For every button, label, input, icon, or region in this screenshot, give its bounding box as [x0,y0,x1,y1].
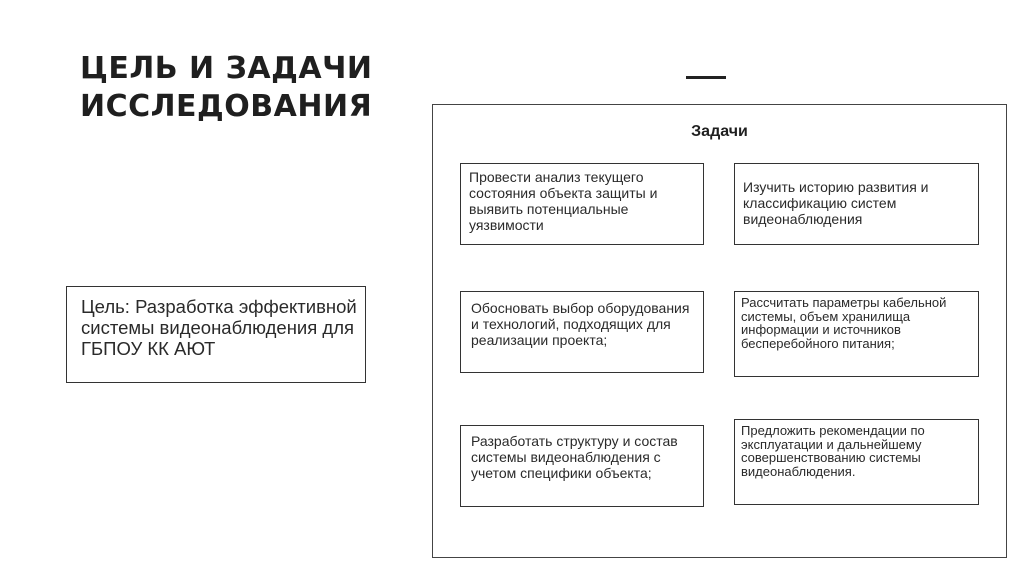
task-box-6: Предложить рекомендации по эксплуатации и дальнейшему совершенствованию системы видеонаблюдения. [734,419,979,505]
task-box-3: Обосновать выбор оборудования и технологий, подходящих для реализации проекта; [460,291,704,373]
tasks-panel [432,104,1007,558]
decorative-dash [686,76,726,79]
task-box-4: Рассчитать параметры кабельной системы, объем хранилища информации и источников бесперебойного питания; [734,291,979,377]
task-box-2: Изучить историю развития и классификацию систем видеонаблюдения [734,163,979,245]
slide-title [80,50,410,126]
goal-box: Цель: Разработка эффективной системы видеонаблюдения для ГБПОУ КК АЮТ [66,286,366,383]
slide-title-line-2: ИССЛЕДОВАНИЯ [80,89,373,124]
task-box-5: Разработать структуру и состав системы видеонаблюдения с учетом специфики объекта; [460,425,704,507]
slide-title-line-1: ЦЕЛЬ И ЗАДАЧИ [80,51,373,86]
tasks-heading: Задачи [691,123,748,140]
task-box-1: Провести анализ текущего состояния объекта защиты и выявить потенциальные уязвимости [460,163,704,245]
